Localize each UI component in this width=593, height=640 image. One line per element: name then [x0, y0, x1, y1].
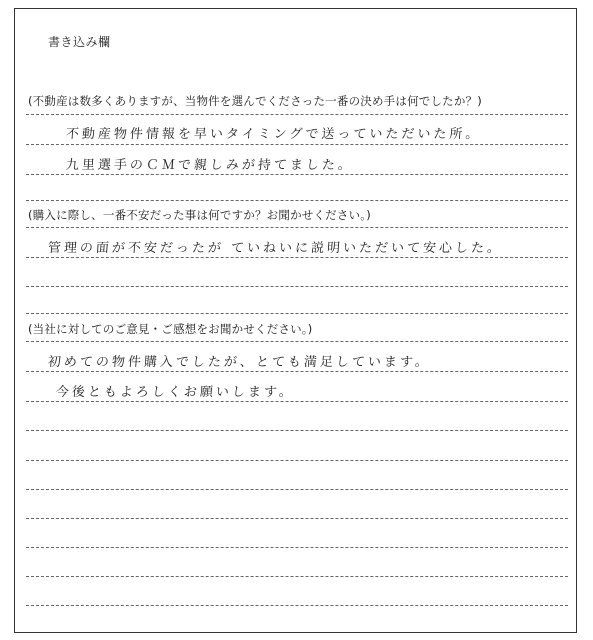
answer-3-line-1: 初めての物件購入でしたが、とても満足しています。 [47, 355, 432, 370]
question-2: (購入に際し、一番不安だった事は何ですか？お聞かせください。) [28, 208, 371, 222]
answer-1-line-1: 不動産物件情報を早いタイミングで送っていただいた所。 [65, 127, 482, 142]
ruled-line [26, 430, 568, 431]
ruled-line [26, 489, 568, 490]
ruled-line [26, 174, 568, 175]
ruled-line [26, 547, 568, 548]
answer-3-line-2: 今後ともよろしくお願いします。 [55, 385, 296, 400]
question-1: (不動産は数多くありますが、当物件を選んでくださった一番の決め手は何でしたか？) [28, 94, 482, 108]
ruled-line [26, 401, 568, 402]
ruled-line [26, 460, 568, 461]
answer-1-line-2: 九里選手のＣＭで親しみが持てました。 [65, 158, 355, 173]
ruled-line [26, 144, 568, 145]
ruled-line [26, 313, 568, 314]
ruled-line [26, 227, 568, 228]
ruled-line [26, 371, 568, 372]
question-3: (当社に対してのご意見・ご感想をお聞かせください。) [28, 322, 313, 336]
ruled-line [26, 576, 568, 577]
ruled-line [26, 605, 568, 606]
ruled-line [26, 341, 568, 342]
ruled-line [26, 257, 568, 258]
ruled-line [26, 114, 568, 115]
ruled-line [26, 200, 568, 201]
form-title: 書き込み欄 [48, 35, 111, 49]
answer-2-line-1: 管理の面が不安だったが ていねいに説明いただいて安心した。 [47, 241, 504, 256]
ruled-line [26, 286, 568, 287]
ruled-line [26, 518, 568, 519]
